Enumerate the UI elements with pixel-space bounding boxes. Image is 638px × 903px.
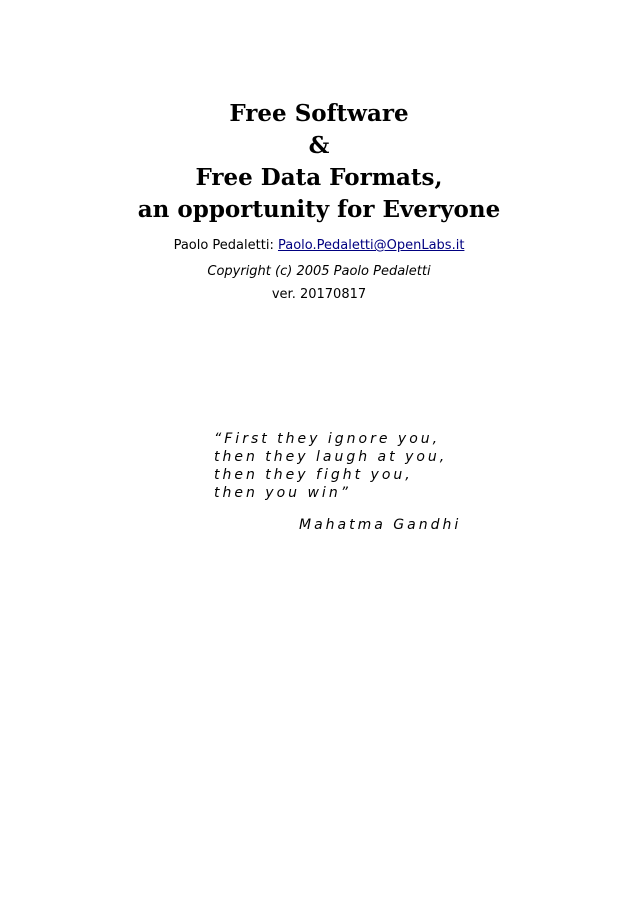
quote-line-1: “First they ignore you, xyxy=(214,431,441,447)
author-email-link[interactable]: Paolo.Pedaletti@OpenLabs.it xyxy=(277,238,465,253)
author-name: Paolo Pedaletti: xyxy=(173,238,278,253)
quote-line-4: then you win” xyxy=(214,485,351,501)
title-line-2: & xyxy=(308,132,330,159)
title-line-3: Free Data Formats, xyxy=(195,164,443,191)
copyright-notice: Copyright (c) 2005 Paolo Pedaletti xyxy=(207,264,431,279)
version-label: ver. 20170817 xyxy=(271,287,367,302)
quote-line-3: then they fight you, xyxy=(214,467,413,483)
quote-attribution: Mahatma Gandhi xyxy=(299,517,462,533)
quote-block xyxy=(214,430,447,502)
quote-line-2: then they laugh at you, xyxy=(214,449,448,465)
title-line-4: an opportunity for Everyone xyxy=(137,196,501,223)
author-line xyxy=(0,237,638,255)
title-line-1: Free Software xyxy=(229,100,409,127)
document-title xyxy=(0,98,638,226)
